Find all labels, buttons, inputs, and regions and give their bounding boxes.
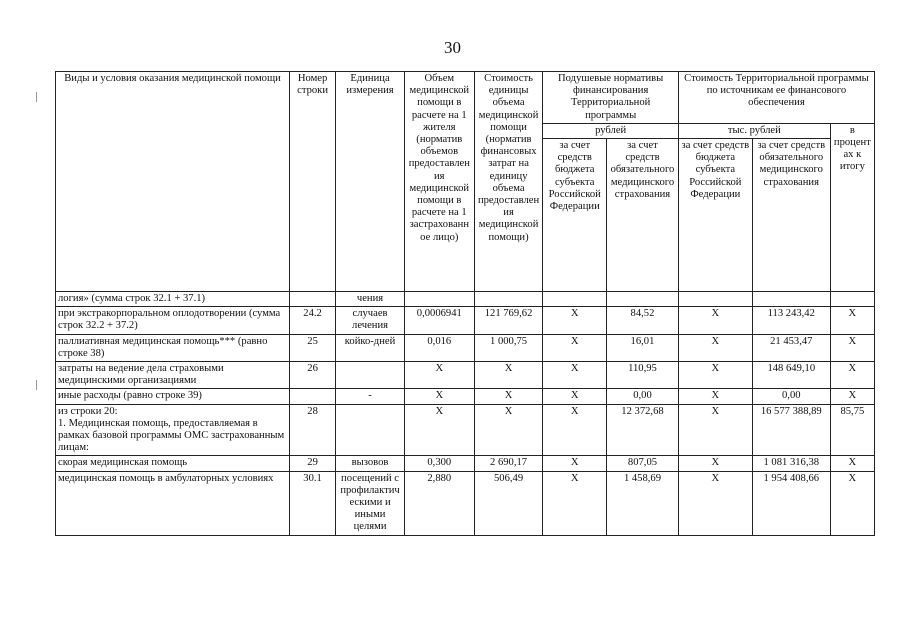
cell-oms-2: 148 649,10 <box>752 362 830 389</box>
table-row <box>56 292 875 307</box>
cell-v-procentah: X <box>830 456 874 471</box>
cell-nomer: 28 <box>289 404 335 456</box>
header-edinica: Единица измерения <box>336 72 405 292</box>
table-row <box>56 307 875 334</box>
margin-mark <box>36 380 37 390</box>
cell-edinica: случаев лечения <box>336 307 405 334</box>
cell-oms-1: 110,95 <box>607 362 679 389</box>
cell-nomer: 29 <box>289 456 335 471</box>
cell-v-procentah: X <box>830 389 874 404</box>
cell-obem <box>404 292 474 307</box>
cell-stoimost: X <box>474 362 543 389</box>
cell-oms-1: 16,01 <box>607 334 679 361</box>
cell-budget-2: X <box>678 362 752 389</box>
header-unit-rub: рублей <box>543 123 678 138</box>
cell-stoimost: X <box>474 389 543 404</box>
cell-budget-1: X <box>543 389 607 404</box>
cell-vid: скорая медицинская помощь <box>56 456 290 471</box>
cell-obem: 0,300 <box>404 456 474 471</box>
cell-vid: при экстракорпоральном оплодотворении (сумма строк 32.2 + 37.2) <box>56 307 290 334</box>
header-nomer: Номер строки <box>289 72 335 292</box>
cell-oms-2: 1 081 316,38 <box>752 456 830 471</box>
cell-stoimost: 1 000,75 <box>474 334 543 361</box>
header-v-procentah: в процентах к итогу <box>830 123 874 291</box>
cell-budget-1 <box>543 292 607 307</box>
table-row <box>56 362 875 389</box>
cell-v-procentah: 85,75 <box>830 404 874 456</box>
cell-edinica: - <box>336 389 405 404</box>
cell-edinica: вызовов <box>336 456 405 471</box>
cell-obem: X <box>404 404 474 456</box>
cell-budget-2: X <box>678 334 752 361</box>
cell-budget-1: X <box>543 334 607 361</box>
cell-budget-2 <box>678 292 752 307</box>
cell-stoimost: 506,49 <box>474 471 543 535</box>
cell-nomer: 24.2 <box>289 307 335 334</box>
cell-oms-1: 807,05 <box>607 456 679 471</box>
cell-oms-1: 1 458,69 <box>607 471 679 535</box>
table-row <box>56 404 875 456</box>
cell-nomer: 25 <box>289 334 335 361</box>
cell-nomer <box>289 389 335 404</box>
header-obem: Объем медицинской помощи в расчете на 1 жителя (норматив объемов предоставления медицинской помощи в расчете на 1 застрахованное лицо) <box>404 72 474 292</box>
cell-nomer: 30.1 <box>289 471 335 535</box>
cell-budget-2: X <box>678 404 752 456</box>
cell-budget-1: X <box>543 362 607 389</box>
cell-edinica: посещений с профилактическими и иными целями <box>336 471 405 535</box>
cell-oms-1: 0,00 <box>607 389 679 404</box>
header-oms-2: за счет средств обязательного медицинского страхования <box>752 139 830 292</box>
cell-oms-1: 12 372,68 <box>607 404 679 456</box>
header-unit-tys-rub: тыс. рублей <box>678 123 830 138</box>
header-vid: Виды и условия оказания медицинской помощи <box>56 72 290 292</box>
cell-stoimost <box>474 292 543 307</box>
table-row <box>56 471 875 535</box>
cell-obem: 0,016 <box>404 334 474 361</box>
header-budget-1: за счет средств бюджета субъекта Российской Федерации <box>543 139 607 292</box>
cell-oms-2: 16 577 388,89 <box>752 404 830 456</box>
financing-table <box>55 71 875 536</box>
cell-budget-1: X <box>543 471 607 535</box>
header-group-normativy: Подушевые нормативы финансирования Территориальной программы <box>543 72 678 124</box>
cell-v-procentah <box>830 292 874 307</box>
cell-oms-1 <box>607 292 679 307</box>
page-number: 30 <box>444 38 461 57</box>
cell-budget-1: X <box>543 307 607 334</box>
cell-vid: затраты на ведение дела страховыми медицинскими организациями <box>56 362 290 389</box>
cell-oms-1: 84,52 <box>607 307 679 334</box>
cell-obem: 0,0006941 <box>404 307 474 334</box>
cell-oms-2 <box>752 292 830 307</box>
cell-budget-1: X <box>543 456 607 471</box>
cell-oms-2: 113 243,42 <box>752 307 830 334</box>
cell-edinica: чения <box>336 292 405 307</box>
cell-obem: X <box>404 362 474 389</box>
cell-v-procentah: X <box>830 362 874 389</box>
cell-stoimost: 2 690,17 <box>474 456 543 471</box>
cell-budget-1: X <box>543 404 607 456</box>
cell-obem: X <box>404 389 474 404</box>
cell-budget-2: X <box>678 471 752 535</box>
cell-obem: 2,880 <box>404 471 474 535</box>
cell-nomer: 26 <box>289 362 335 389</box>
cell-budget-2: X <box>678 389 752 404</box>
header-oms-1: за счет средств обязательного медицинского страхования <box>607 139 679 292</box>
cell-oms-2: 1 954 408,66 <box>752 471 830 535</box>
header-group-stoimost: Стоимость Территориальной программы по источникам ее финансового обеспечения <box>678 72 874 124</box>
cell-edinica: койко-дней <box>336 334 405 361</box>
cell-v-procentah: X <box>830 471 874 535</box>
cell-stoimost: X <box>474 404 543 456</box>
header-budget-2: за счет средств бюджета субъекта Российской Федерации <box>678 139 752 292</box>
cell-vid: из строки 20: 1. Медицинская помощь, предоставляемая в рамках базовой программы ОМС застрахованным лицам: <box>56 404 290 456</box>
cell-v-procentah: X <box>830 307 874 334</box>
table-row <box>56 389 875 404</box>
cell-oms-2: 0,00 <box>752 389 830 404</box>
cell-edinica <box>336 362 405 389</box>
cell-budget-2: X <box>678 307 752 334</box>
cell-vid: иные расходы (равно строке 39) <box>56 389 290 404</box>
cell-edinica <box>336 404 405 456</box>
cell-budget-2: X <box>678 456 752 471</box>
table-row <box>56 456 875 471</box>
cell-nomer <box>289 292 335 307</box>
cell-vid: паллиативная медицинская помощь*** (равно строке 38) <box>56 334 290 361</box>
cell-v-procentah: X <box>830 334 874 361</box>
cell-oms-2: 21 453,47 <box>752 334 830 361</box>
margin-mark <box>36 92 37 102</box>
header-stoimost: Стоимость единицы объема медицинской помощи (норматив финансовых затрат на единицу объема предоставления медицинской помощи) <box>474 72 543 292</box>
cell-stoimost: 121 769,62 <box>474 307 543 334</box>
cell-vid: медицинская помощь в амбулаторных условиях <box>56 471 290 535</box>
cell-vid: логия» (сумма строк 32.1 + 37.1) <box>56 292 290 307</box>
table-row <box>56 334 875 361</box>
